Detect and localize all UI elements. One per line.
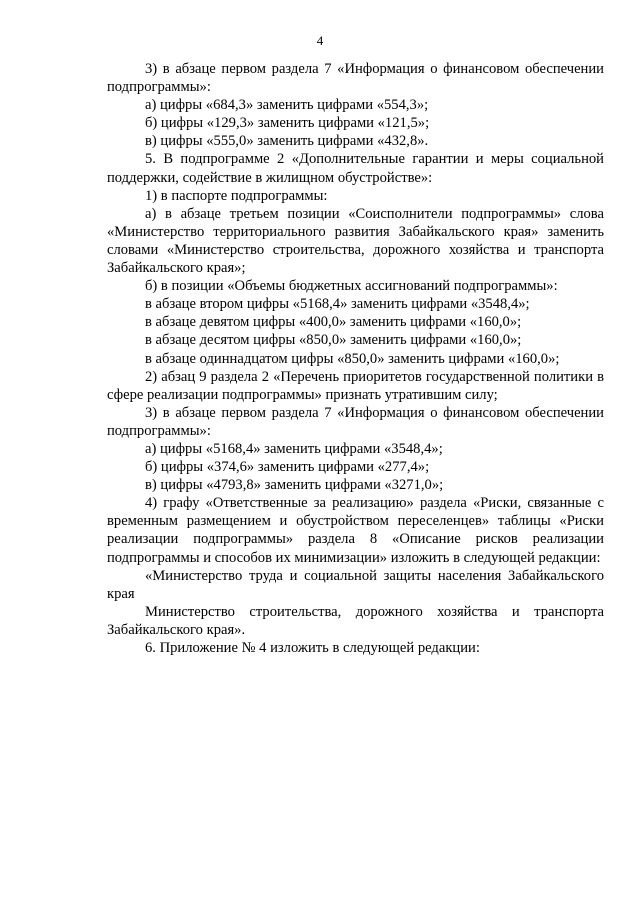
document-body <box>107 60 604 657</box>
paragraph: 6. Приложение № 4 изложить в следующей редакции: <box>145 640 480 656</box>
page-number: 4 <box>316 33 324 48</box>
paragraph: 3) в абзаце первом раздела 7 «Информация о финансовом обеспечении подпрограммы»: <box>107 61 604 96</box>
paragraph: 2) абзац 9 раздела 2 «Перечень приоритетов государственной политики в сфере реализации подпрограммы» признать утратившим силу; <box>107 368 604 403</box>
paragraph: б) в позиции «Объемы бюджетных ассигнований подпрограммы»: <box>145 278 558 295</box>
paragraph: 5. В подпрограмме 2 «Дополнительные гарантии и меры социальной поддержки, содействие в жилищном обустройстве»: <box>107 151 604 186</box>
paragraph: в абзаце девятом цифры «400,0» заменить цифрами «160,0»; <box>145 314 522 331</box>
paragraph: в абзаце десятом цифры «850,0» заменить цифрами «160,0»; <box>145 332 522 349</box>
paragraph: б) цифры «129,3» заменить цифрами «121,5»; <box>145 115 430 132</box>
paragraph: в) цифры «4793,8» заменить цифрами «3271,0»; <box>145 477 444 494</box>
paragraph: а) в абзаце третьем позиции «Соисполнители подпрограммы» слова «Министерство территориального развития Забайкальского края» заменить словами «Министерство строительства, дорожного хозяйства и транспорта Забайкальского края»; <box>107 205 604 277</box>
paragraph: в абзаце одиннадцатом цифры «850,0» заменить цифрами «160,0»; <box>145 350 560 367</box>
paragraph: б) цифры «374,6» заменить цифрами «277,4»; <box>145 459 430 476</box>
paragraph: в абзаце втором цифры «5168,4» заменить цифрами «3548,4»; <box>145 296 530 313</box>
paragraph: 4) графу «Ответственные за реализацию» раздела «Риски, связанные с временным размещением и обустройством переселенцев» таблицы «Риски реализации подпрограммы» раздела 8 «Описание рисков реализации подпрограммы и способов их минимизации» изложить в следующей редакции: <box>107 495 604 566</box>
paragraph: «Министерство труда и социальной защиты населения Забайкальского края <box>107 567 604 602</box>
paragraph: 1) в паспорте подпрограммы: <box>145 187 328 204</box>
paragraph: а) цифры «684,3» заменить цифрами «554,3»; <box>145 97 429 114</box>
paragraph: 3) в абзаце первом раздела 7 «Информация о финансовом обеспечении подпрограммы»: <box>107 404 604 439</box>
paragraph: в) цифры «555,0» заменить цифрами «432,8». <box>145 133 429 150</box>
paragraph: а) цифры «5168,4» заменить цифрами «3548,4»; <box>145 440 443 457</box>
paragraph: Министерство строительства, дорожного хозяйства и транспорта Забайкальского края». <box>107 603 604 638</box>
